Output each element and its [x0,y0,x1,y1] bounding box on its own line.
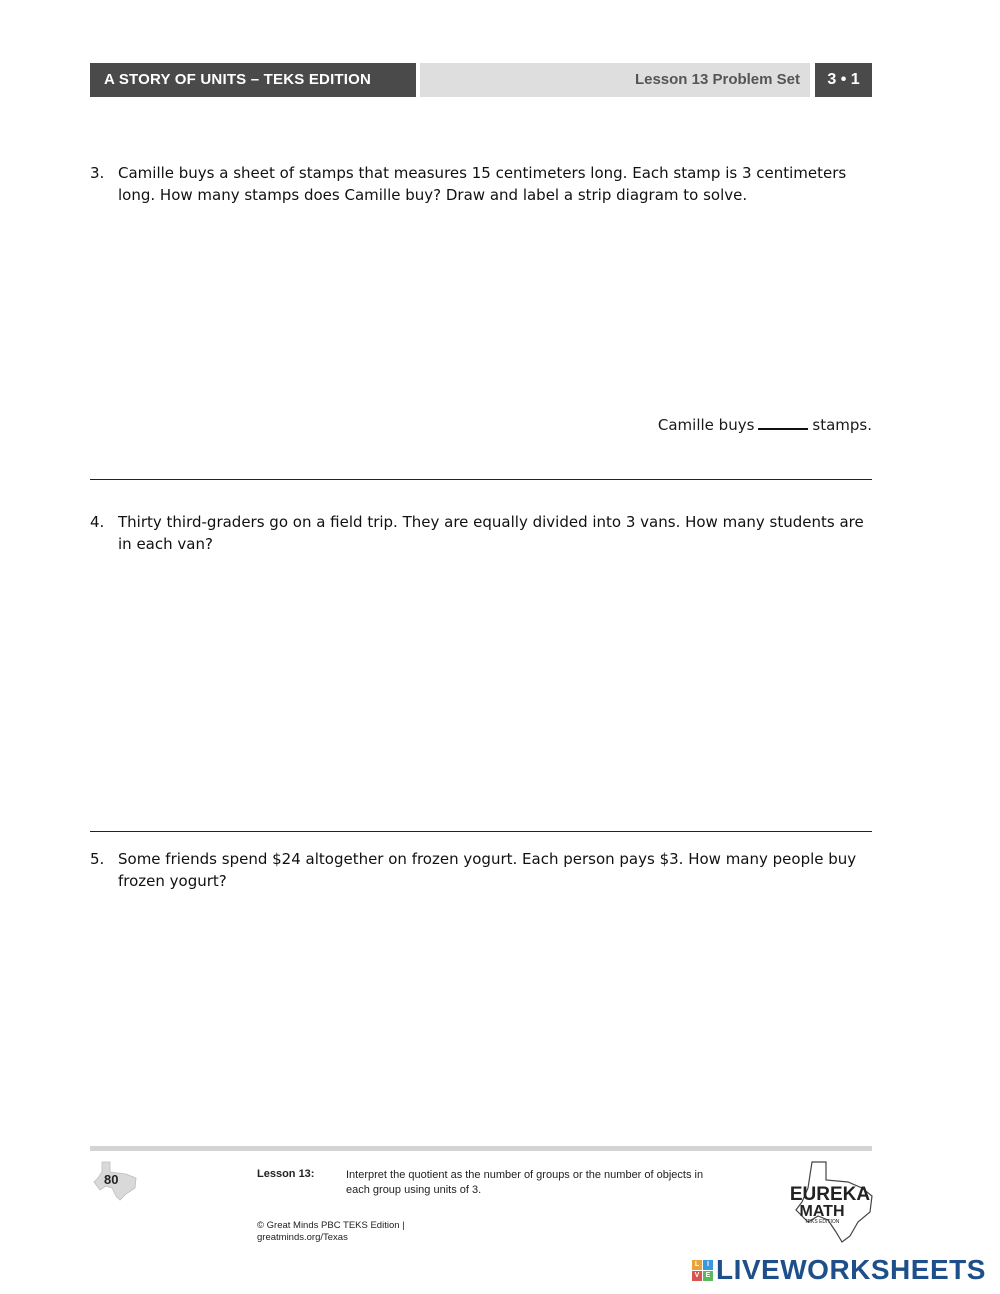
liveworksheets-text: LIVEWORKSHEETS [716,1254,986,1285]
logo-text-eureka: EUREKA [789,1184,871,1205]
problem-text: Camille buys a sheet of stamps that measures 15 centimeters long. Each stamp is 3 centimeters long. How many stamps does Camille buy? Draw and label a strip diagram to solve. [118,164,847,204]
problem-4 [90,511,880,555]
answer-prefix: Camille buys [657,416,755,434]
copyright-line: © Great Minds PBC TEKS Edition | [257,1220,405,1231]
problem-text: Thirty third-graders go on a field trip. They are equally divided into 3 vans. How many students are in each van? [118,513,864,553]
problem-3 [90,162,880,206]
logo-text-math: MATH [799,1203,845,1220]
problem-3-answer-line [658,416,872,434]
problem-number: 4. [90,513,105,531]
divider [90,831,872,832]
eureka-math-logo [782,1158,878,1246]
copyright-url: greatminds.org/Texas [257,1232,348,1243]
header-grade-module: 3 • 1 [815,63,872,97]
answer-suffix: stamps. [812,416,872,434]
answer-blank[interactable] [758,416,808,430]
footer-copyright [257,1220,405,1244]
footer-lesson-label: Lesson 13: [257,1168,315,1180]
header-lesson-title: Lesson 13 Problem Set [420,63,810,97]
problem-number: 5. [90,850,105,868]
logo-text-edition: TEKS EDITION [804,1219,840,1225]
footer-lesson-description: Interpret the quotient as the number of groups or the number of objects in each group using units of 3. [346,1169,704,1196]
problem-number: 3. [90,164,105,182]
liveworksheets-logo-icon: L I V E [692,1260,713,1281]
problem-5 [90,848,880,892]
header-series-title: A STORY OF UNITS – TEKS EDITION [90,63,416,97]
divider [90,479,872,480]
problem-text: Some friends spend $24 altogether on frozen yogurt. Each person pays $3. How many people buy frozen yogurt? [118,850,857,890]
liveworksheets-watermark [692,1254,986,1286]
page-number: 80 [104,1172,119,1187]
footer-bar [90,1146,872,1151]
